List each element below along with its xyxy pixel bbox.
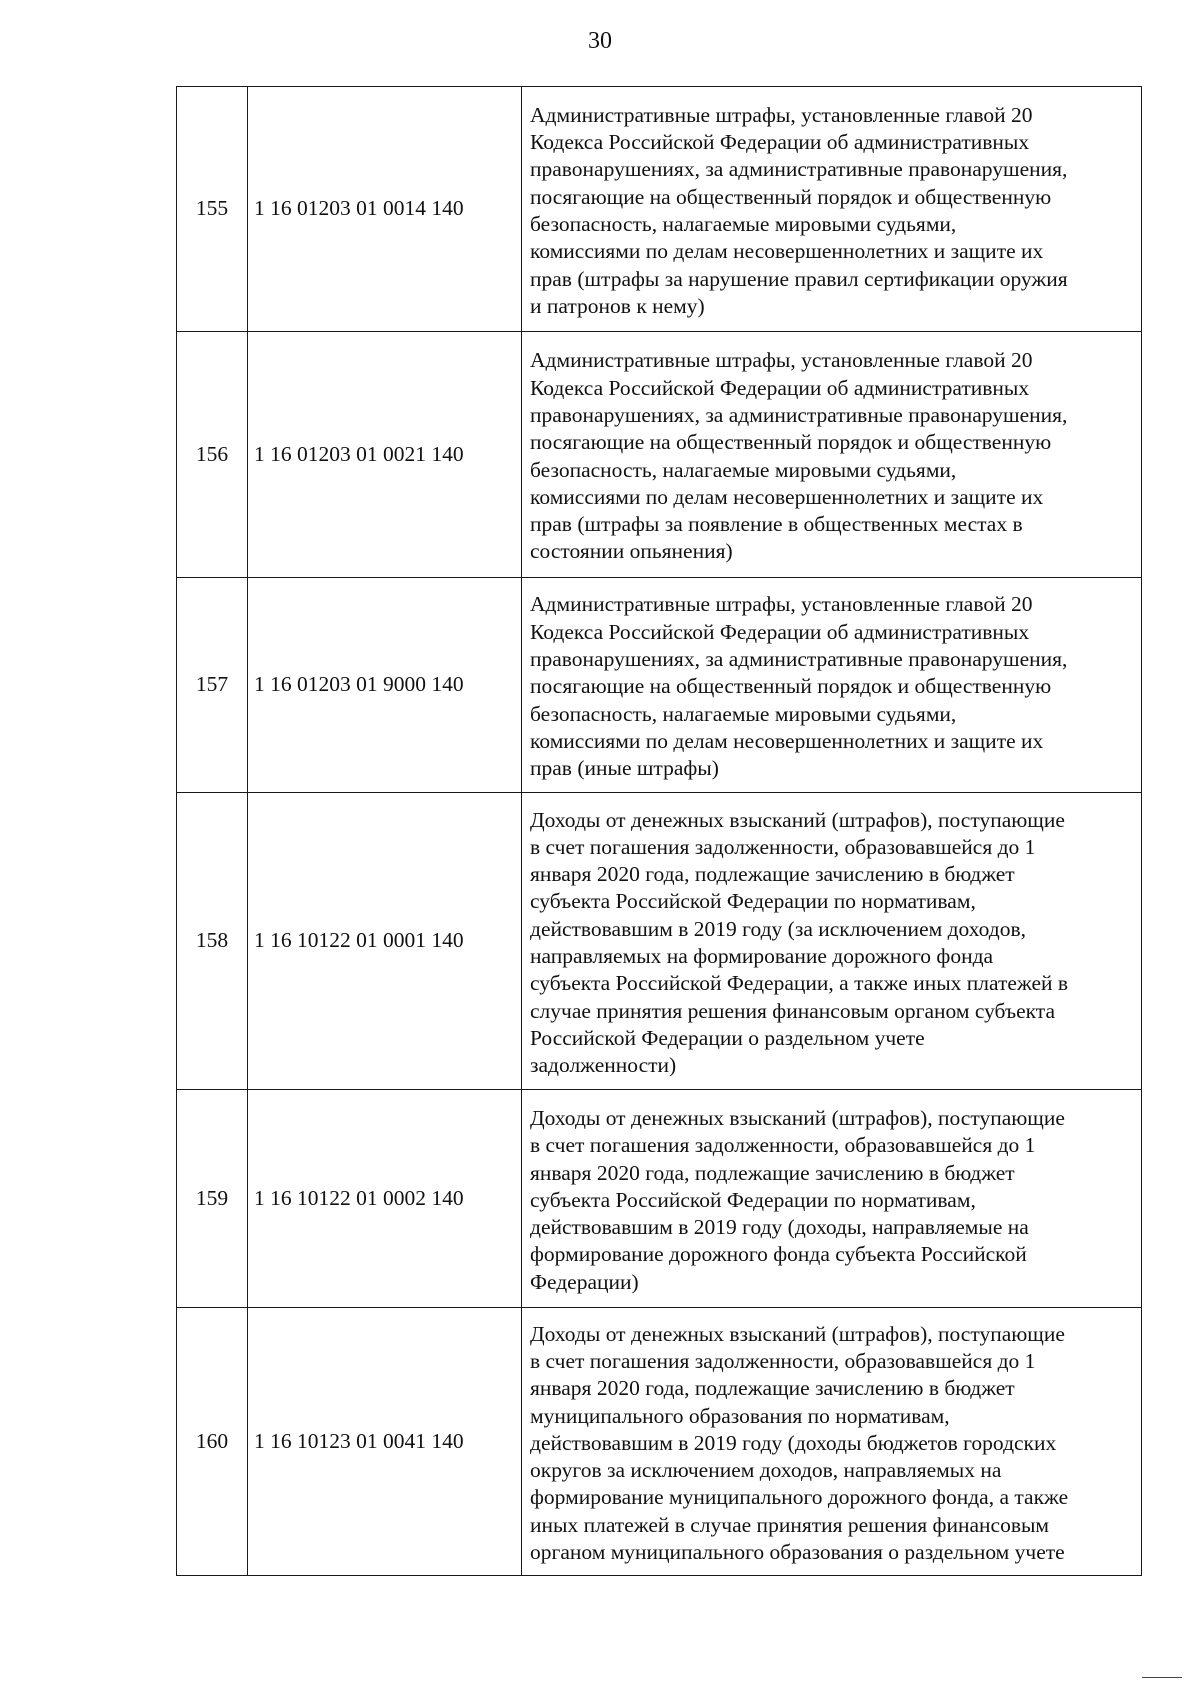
description-line: января 2020 года, подлежащие зачислению в бюджет [530,1376,1015,1401]
description-line: направляемых на формирование дорожного фонда [530,944,994,968]
description-line: правонарушениях, за административные правонарушения, [530,157,1068,182]
description-line: случае принятия решения финансовым органом субъекта [530,998,1055,1023]
table-row [177,793,1142,1090]
table-body [177,87,1142,1576]
budget-code: 1 16 01203 01 0014 140 [248,87,522,332]
description-line: Административные штрафы, установленные главой 20 [530,592,1033,617]
description-line: муниципального образования по нормативам, [530,1403,950,1428]
page-number: 30 [588,28,612,54]
description-line: безопасность, налагаемые мировыми судьями, [530,212,957,236]
description-line: состоянии опьянения) [530,539,733,564]
description-line: действовавшим в 2019 году (за исключением доходов, [530,916,1027,941]
budget-code: 1 16 10122 01 0001 140 [248,793,522,1090]
table-row [177,332,1142,578]
row-description [522,87,1142,332]
description-line: комиссиями по делам несовершеннолетних и защите их [530,728,1044,753]
description-line: посягающие на общественный порядок и общественную [530,430,1052,455]
description-line: комиссиями по делам несовершеннолетних и защите их [530,239,1044,264]
row-description [522,578,1142,793]
description-line: в счет погашения задолженности, образовавшейся до 1 [530,834,1036,859]
description-line: в счет погашения задолженности, образовавшейся до 1 [530,1348,1036,1373]
description-line: правонарушениях, за административные правонарушения, [530,647,1068,672]
row-number: 158 [177,793,248,1090]
description-line: действовавшим в 2019 году (доходы, направляемые на [530,1215,1029,1240]
description-line: Кодекса Российской Федерации об административных [530,130,1030,155]
row-description [522,332,1142,578]
budget-code: 1 16 01203 01 0021 140 [248,332,522,578]
table-row [177,1308,1142,1576]
budget-code: 1 16 10122 01 0002 140 [248,1090,522,1308]
description-line: действовавшим в 2019 году (доходы бюджетов городских [530,1430,1057,1455]
description-line: безопасность, налагаемые мировыми судьями, [530,701,957,726]
description-line: в счет погашения задолженности, образовавшейся до 1 [530,1133,1036,1158]
description-line: Федерации) [530,1269,639,1294]
description-line: формирование муниципального дорожного фонда, а также [530,1485,1069,1510]
row-number: 156 [177,332,248,578]
row-description [522,1090,1142,1308]
description-line: безопасность, налагаемые мировыми судьями, [530,457,957,482]
row-number: 155 [177,87,248,332]
row-description [522,793,1142,1090]
description-line: и патронов к нему) [530,293,705,318]
description-line: прав (штрафы за появление в общественных местах в [530,512,1023,537]
budget-code: 1 16 01203 01 9000 140 [248,578,522,793]
table-row [177,1090,1142,1308]
budget-code: 1 16 10123 01 0041 140 [248,1308,522,1576]
description-line: комиссиями по делам несовершеннолетних и защите их [530,484,1044,509]
description-line: иных платежей в случае принятия решения финансовым [530,1512,1050,1537]
description-line: прав (штрафы за нарушение правил сертификации оружия [530,266,1068,291]
description-line: января 2020 года, подлежащие зачислению в бюджет [530,862,1015,887]
description-line: прав (иные штрафы) [530,756,719,781]
description-line: субъекта Российской Федерации по нормативам, [530,889,976,914]
scan-edge-mark [1142,1677,1182,1678]
description-line: округов за исключением доходов, направляемых на [530,1458,1002,1483]
revenue-codes-table [176,86,1142,1576]
description-line: Доходы от денежных взысканий (штрафов), поступающие [530,1321,1065,1346]
row-number: 160 [177,1308,248,1576]
description-line: субъекта Российской Федерации по нормативам, [530,1187,976,1212]
description-line: Административные штрафы, установленные главой 20 [530,348,1033,373]
description-line: формирование дорожного фонда субъекта Российской [530,1242,1027,1267]
description-line: января 2020 года, подлежащие зачислению в бюджет [530,1160,1015,1185]
description-line: Российской Федерации о раздельном учете [530,1025,925,1050]
table-row [177,578,1142,793]
description-line: Доходы от денежных взысканий (штрафов), поступающие [530,807,1065,832]
description-line: посягающие на общественный порядок и общественную [530,184,1052,209]
description-line: субъекта Российской Федерации, а также иных платежей в [530,971,1069,996]
description-line: Кодекса Российской Федерации об административных [530,619,1030,644]
description-line: Административные штрафы, установленные главой 20 [530,102,1033,127]
description-line: органом муниципального образования о раздельном учете [530,1540,1065,1565]
table-row [177,87,1142,332]
description-line: посягающие на общественный порядок и общественную [530,674,1052,699]
row-number: 157 [177,578,248,793]
row-description [522,1308,1142,1576]
description-line: правонарушениях, за административные правонарушения, [530,402,1068,427]
description-line: Доходы от денежных взысканий (штрафов), поступающие [530,1105,1065,1130]
description-line: задолженности) [530,1053,677,1078]
description-line: Кодекса Российской Федерации об административных [530,375,1030,400]
row-number: 159 [177,1090,248,1308]
